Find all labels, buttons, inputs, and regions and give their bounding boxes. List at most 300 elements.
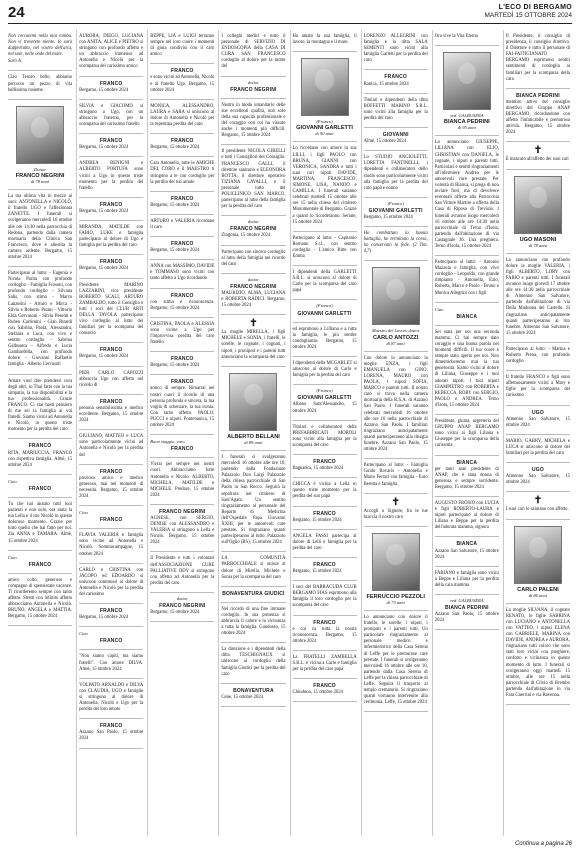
obituary-notice [221,30,285,77]
deceased-name: FRANCO [171,446,194,453]
obituary-notice [506,520,570,604]
notice-text: Bergamo, 15 ottobre 2024 [79,145,129,151]
deceased-name: FRANCO [99,201,123,208]
obituary-notice [221,367,285,451]
notice-text: Lo ricordano con amore la sua LILLI, i figli PAOLO con BRUNA, GIANNI con VERONICA, SANDRA e tutti i suoi cari nipoti DAVIDE, MARTINA, FRANCESCO, SIMONE, LISA, NANDO e CAMILLA. I funerali saranno celebrati martedì 15 ottobre alle ore 15 nella chiesa del cimitero Monumentale di Bergamo. Grazie a quanti lo ricorderanno. Seriate, 15 ottobre 2024 [292,146,357,225]
deceased-name: GIOVANNI GARLETTI [296,125,353,132]
deceased-name: FRANCO [99,638,123,645]
obituary-notice [364,494,428,527]
deceased-name: FRANCO [313,561,336,568]
notice-text: Ciao Tesoro bello, abbiamo percorso un pezzo di vita bellissima insieme. [8,75,73,93]
notice-text: Il fratello FRANCO e figli sono affettuosamente vicini a Mary e figlie per la scomparsa del carissimo [505,375,570,399]
obituary-notice [221,145,285,216]
obituary-notice [150,375,214,435]
obituary-notice [150,352,214,375]
obituary-notice [293,616,357,651]
obituary-notice [79,157,143,197]
deceased-name: FRANCO [99,259,123,266]
notice-intro: Ciao [79,631,88,637]
name-title: dottor [247,219,259,225]
notice-intro: Ciao [8,478,17,484]
obituary-notice [221,552,285,586]
deceased-portrait [514,526,562,584]
name-title: dottor [247,276,259,282]
obituary-notice [364,94,428,128]
obituary-columns [8,30,572,836]
deceased-age: di 90 anni [315,131,334,137]
notice-text: La moglie MIRELLA, i figli MICHELE e SONIA, i fratelli, le sorelle, le cognate, i cognati, i nipoti, i pronipoti e i parenti tutti annunciano la scomparsa del caro [221,330,286,360]
deceased-name: FRANCO [99,608,123,615]
notice-intro: Ciao [434,306,444,312]
notice-text: Presidente, giunta, segreteria del GRUPPO ANAP BERGAMO sono vicini ai figli Liliana e Giuseppe per la scomparsa della carissima [434,419,499,449]
notice-text: Bergamo, 15 ottobre 2024 [150,202,200,208]
obituary-notice [150,260,214,288]
deceased-name: FRANCO [171,356,194,363]
obituary-notice [293,300,357,322]
deceased-name: CARLO ANTOZZI [373,334,419,341]
deceased-name: FRANCO [313,510,336,517]
notice-text: RITA, MARIUCCIA, FRANCO con rispettiva famiglia. Almè, 15 ottobre 2024 [8,450,73,468]
notice-text: AURORA, DIEGO, LUCIANA con ANITA, ALICE e PIETRO si stringono con profondo affetto e un abbraccio immenso ad Antonella e Nicolò per la scomparsa del carissimo amico [79,34,144,70]
obituary-notice [364,352,428,460]
notice-text: Bergamo, 15 ottobre 2024 [79,354,129,360]
obituary-notice [293,651,357,679]
notice-text: Azzano San Salvatore, 15 ottobre 2024 [434,548,499,560]
obituary-notice [79,529,143,563]
obituary-notice [435,46,499,136]
obituary-notice [435,456,499,497]
deceased-name: FRANCO [171,138,194,145]
name-title: (Franco) [316,303,333,309]
obituary-notice [150,237,214,260]
page-number: 24 [8,4,25,21]
notice-text: Bergamo, 15 ottobre 2024 [79,87,129,93]
notice-text: VOLPATO ARNALDO e DILVA con CLAUDIA, UGO e famiglie si stringono al dolore di Antonella, Nicolò e Ugo per la perdita del loro amato [79,682,144,713]
notice-text: AUGUSTO FROSIO con LUCIA e figli ROBERTO-LAURA e nipoti partecipano al dolore di Liliana e Beppe per la perdita dell'adorata mamma, signora [434,500,499,531]
notice-text: Lo annunciano GIUSEPPE, LILIANA con ELIO, CHRISTIAN con DANIELA, le cognate, i nipoti e parenti tutti. Particolari e sentiti ringraziamenti all'infermiere Andrea per le amorevoli cure prestate. Per volontà di Bianca, si prega di non inviare fiori, ma di devolvere eventuali offerte alla Parrocchia San Vittore Martire a offerta della Casa di Riposo di Treviolo. I funerali avranno luogo mercoledì 16 ottobre alle ore 14:30 nella parrocchiale di Terno d'Isola, partendo dall'abitazione di via Castagnale 36. Una preghiera. Terno d'Isola, 15 ottobre 2024 [434,140,499,249]
obituary-notice [79,255,143,278]
notice-text: FLAVIA VALERIA e famiglia sono vicine ad Antonella e Nicolò. Sommacampagne, 15 ottobre 2024 [79,533,144,557]
deceased-name: FERRUCCIO PEZZOLI [366,593,425,600]
notice-text: Azzano San Paolo, 15 ottobre 2024 [79,730,144,742]
deceased-name: FRANCO [313,619,336,626]
notice-text: amico di sempre. Rimarrai nei nostri cuori il ricordo di una persona profonda e sincera, la tua voglia di scherzare, la tua ironia. Con tanto affetto. PAOLO, PUCCI e nipoti. Pontenanica, 15 ottobre 2024 [150,386,215,429]
column-4 [218,30,287,836]
notice-text: Con dolore lo annunciano la moglie ENZA, i figli EMANUELA con GINO, LORENA, MAURO con PAOLA, i nipoti SOFIA, MARCO e parenti tutti. Il nostro caro si trova nella camera mortuaria della R.S.A. di Azzano San Paolo. I funerali saranno celebrati mercoledì 16 ottobre alle ore 10 nella parrocchiale di Azzano San Paolo. I familiari ringraziano anticipatamente quanti parteciperanno alla liturgia funebre. Azzano San Paolo, 15 ottobre 2024 [363,355,428,453]
obituary-notice [79,395,143,430]
notice-text: Bergamo, 15 ottobre 2024 [150,248,200,254]
deceased-name: CARLO PALENI [517,586,559,593]
deceased-portrait [16,106,64,164]
notice-text: prezioso amico e medico generoso, mai nei momenti di necessità. Bergamo, 15 ottobre 2024 [79,475,144,499]
notice-text: I dipendenti della GARLETTI S.R.L. si uniscono al dolore di Carlo per la scomparsa del caro papà [292,270,357,294]
notice-text: Lo STUDIO ANGIOLETTI, LORETTA FANTINELLI, i dipendenti e collaboratori dello studio sono particolarmente vicini alla famiglia per la perdita del caro papà e nonno [363,155,428,191]
obituary-notice [293,232,357,266]
cross-icon: ✝ [533,495,543,507]
continue-note: Continua a pagina 26 [514,841,572,847]
deceased-name: FRANCO [99,138,123,145]
deceased-name: FRANCO [99,80,123,87]
cross-icon: ✝ [391,496,400,508]
obituary-notice [435,30,499,46]
obituary-notice [79,430,143,464]
obituary-notice [435,326,499,415]
obituary-notice [293,52,357,142]
publication-name: L'ECO DI BERGAMO [498,4,572,11]
obituary-notice [79,627,143,650]
obituary-notice [364,261,428,351]
obituary-notice [150,458,214,505]
obituary-notice [506,170,570,254]
name-title: (Franco) [316,119,333,125]
column-7 [432,30,501,836]
obituary-notice [79,100,143,134]
deceased-name: FRANCO NEGRINI [230,226,277,233]
notice-text: Titolari e dipendenti della ditta BOFFETTI MARINO S.R.L. sono vicini alla famiglia per la perdita del caro [363,97,428,121]
obituary-notice [364,128,428,151]
deceased-portrait [372,267,420,325]
obituary-notice [293,266,357,300]
notice-text: Lo annunciano con dolore il fratello, le sorelle, i nipoti, i pronipoti e i parenti tutti. Un particolare ringraziamento al personale medico e infermieristico della Casa Serena di Leffe per le premurose cure prestate. I funerali si svolgeranno mercoledì 16 ottobre alle ore 10, partendo dalla Casa Serena di Leffe per la chiesa parrocchiale di Leffe. Seguirà il trasporto al tempio crematorio. Si ringraziano quanti vorranno intervenire alla cerimonia. Leffe, 15 ottobre 2024 [363,614,428,706]
obituary-notice [221,77,285,99]
obituary-notice [435,567,499,595]
obituary-notice [150,30,214,64]
obituary-notice [8,498,72,551]
obituary-notice [221,643,285,683]
obituary-notice [435,595,499,630]
notice-text: MIRANDA, MATILDE con FABIO, LUKE e famiglia partecipano al dolore di Ugo e famiglia per la perdita del caro [79,224,144,249]
obituary-notice [293,530,357,558]
obituary-notice [364,198,428,227]
deceased-portrait [372,533,420,591]
notice-text: I suoi cari lo salutano con affetto. [505,507,569,513]
notice-text: Ha amato la sua famiglia, il lavoro, la montagna e il mare. [292,34,357,46]
notice-text: ANNA con MASSIMO, DAVIDE e TOMMASO sono vicini con tanto affetto a Ugo ricordando [150,264,215,282]
notice-text: Ora vive la Vita Eterna [434,34,478,39]
obituary-notice [293,421,357,455]
deceased-name: GIOVANNI GARLETTI [368,207,423,214]
notice-text: Partecipano al lutto: - Marina e Roberto Prena, con profondo cordoglio [505,346,570,365]
obituary-notice [150,552,214,592]
obituary-notice [79,221,143,255]
obituary-notice [8,439,72,474]
deceased-age: di 78 anni [528,242,548,248]
notice-text: Sei stata per noi una seconda mamma. Ci hai sempre dato coraggio e una buona parola nei momenti difficili. Il tuo cuore è sempre stato aperto per noi. Non dimenticheremo mai la tua generosità. Siamo vicini al dolore di Liliana, Giuseppe e i tuoi adorati nipoti. I tuoi nipoti GIAMPIETRO con ROBERTA e REBECCA, RORY con SERGIO, PAOLO e ANDREA. Terno d'Isola, 15 ottobre 2024 [434,329,499,408]
deceased-name: FRANCO [171,68,194,75]
notice-text: Zingonia, 15 ottobre 2024 [221,233,271,239]
notice-text: LA COMUNITÀ PARROCCHIALE si unisce al dolore di Mirella, Michele e Sonia per la scomparsa del caro [221,556,286,580]
notice-text: Nostro in modo umanitario delle sue eccellenti qualità, non solo della sua capacità professionale e del coraggio con cui ha vissuto anche i momenti più difficili. Bergamo, 15 ottobre 2024 [221,102,286,139]
deceased-age: di 78 anni [30,178,50,184]
obituary-notice [506,30,570,89]
obituary-notice [293,507,357,530]
notice-text: Almè, 15 ottobre 2024 [363,139,407,145]
obituary-notice [8,71,72,99]
issue-date: MARTEDÌ 15 OTTOBRE 2024 [484,12,572,19]
notice-text: ANDREA BENIGNI e ALBERTO PORTUFA sono vicini a Ugo in questo triste momento per la perdita del fratello [79,161,144,191]
deceased-name: FRANCO [99,398,123,405]
obituary-notice [293,478,357,506]
deceased-name: BIANCA PEDRINI [444,605,489,612]
deceased-name: FRANCO [28,485,52,492]
notice-text: I dipendenti della MCGARLET si uniscono al dolore di Carlo e famiglia per la perdita del caro [292,361,357,379]
obituary-notice [435,537,499,566]
obituary-notice [150,435,214,458]
deceased-name: FRANCO NEGRINI [230,283,277,290]
obituary-notice [8,267,72,375]
obituary-notice [364,611,428,712]
obituary-notice [293,323,357,357]
notice-text: Bergamo, 15 ottobre 2024 [150,145,200,151]
obituary-notice [8,475,72,498]
deceased-name: ALBERTO BELLANI [227,433,280,440]
deceased-name: UGO MASONI [519,236,557,243]
obituary-notice [364,151,428,198]
obituary-notice [150,289,214,318]
obituary-notice [506,254,570,343]
notice-text: "Non siamo capiti, ma siamo fratelli". Con amore DILVA. Almè, 15 ottobre 2024 [79,654,144,672]
obituary-notice [150,192,214,215]
obituary-notice [150,318,214,352]
obituary-notice [79,650,143,678]
obituary-notice [293,455,357,478]
deceased-name: BONAVENTURA GIUDICI [222,590,285,597]
obituary-notice [150,215,214,237]
obituary-notice [150,593,214,622]
notice-text: Il presidente NICOLA GIRELLI e tutti i Consigliori del Consiglio. FRANCESCO GALLI, il direttore sanitario e ELEONORA BOTTA, il direttore operativo TIZIANA CAVALLI, e il personale tutto del POLICLINICO SAN MARCO, partecipano al lutto della famiglia per la perdita del caro [221,149,286,210]
obituary-notice [506,343,570,371]
obituary-notice [364,70,428,93]
name-title: Maestro del Lavoro dottor [371,328,420,334]
obituary-notice [364,227,428,261]
deceased-name: BIANCA PEDRINI [443,119,490,126]
obituary-notice [364,30,428,70]
obituary-notice [506,435,570,463]
deceased-name: FRANCO [99,723,123,730]
notice-text: per tanti anni presidente di ANAP, che è stata donna di generosa e sempre sorridente. Bergamo, 15 ottobre 2024 [434,466,499,490]
name-title: Dottor [34,166,47,172]
epitaph-verse: Non cercatemi nella mia tomba. Non vi troverete niente. Io sarò dappertutto, nel vostro dell'aria, nel sole, nelle onde del mare. [8,34,73,58]
obituary-notice [79,506,143,529]
notice-text: MAURIZIO, ALMA, LUCIANA e ROBERTA RADICI. Bergamo, 15 ottobre 2024 [221,291,286,309]
deceased-portrait [514,176,562,234]
deceased-age: di 87 anni [386,340,405,346]
notice-text: SILVIA e GIACOMO si stringono a Ugo, con un abbraccio fraterno, per la scomparsa del carissimo fratello [79,103,144,128]
deceased-name: FRANCO [313,459,336,466]
notice-text: Tu che hai aiutato tutti tuoi pazienti e non solo, ora aiuta la tua Lella e il tuo Nicolò in questo doloroso momento. Grazie per tutto quello che hai fatto per noi. Zia ANNA e TAMARA. Almè, 15 ottobre 2024 [8,501,73,544]
obituary-notice [506,89,570,143]
obituary-notice [79,679,143,719]
obituary-notice [221,246,285,274]
notice-text: Albano Sant'Alessandro, 15 ottobre 2024 [292,402,357,414]
deceased-name: BIANCA [456,459,478,466]
notice-text: MONICA, ALESSANDRO, LAURA e SARA si uniscono al dolore di Antonella e Nicolò per la repentina perdita del caro [150,103,215,128]
notice-text: Partecipano al lutto: - Capitanio Romano S.r.l., con sentito cordoglio - L'amico Bitte con Emma [292,235,357,259]
deceased-portrait [301,58,349,116]
name-title: dottor [176,595,188,601]
deceased-name: FRANCO [99,517,123,524]
deceased-name: FRANCO NEGRINI [15,172,65,179]
deceased-portrait [443,52,491,110]
deceased-name: FRANCO NEGRINI [159,508,206,515]
epitaph-signature: Sarò A. [8,59,22,65]
notice-text: Bergamo, 15 ottobre 2024 [79,266,129,272]
notice-text: Presidente MARINO LAZZARINI, vice presidente ROBERTO SCALI, ARTURO ZAMBALDO, tutto il Consiglio e tutti i soci del CLUB ARTI DELLA TAVOLA partecipano vivo cordoglio al lutto dei familiari per la scomparsa del consocio [79,282,144,337]
notice-text: La FRATELLI ZAMBELLA S.R.L. è vicina a Carlo e famiglia per la perdita del caro papà [292,654,357,673]
obituary-notice [221,216,285,245]
obituary-notice [221,451,285,552]
deceased-name: FRANCO [99,347,123,354]
obituary-notice [364,459,428,493]
deceased-name: BIANCA PEDRINI [516,92,560,99]
notice-text: Partecipano al lutto: - Famiglia Guido Rovaris - Antonella e Mario Ferrari con famiglia - Euro Beretta e famiglia [363,463,428,487]
notice-text: FABIANO e famiglia sono vicini a Beppe e Liliana per la perdita della cara mamma [434,570,499,588]
obituary-notice [293,558,357,581]
column-8 [503,30,572,836]
notice-text: ANGELA FASSI partecipa al dolore di Lelli e famiglia per la perdita del caro [292,533,357,551]
notice-intro: Buon viaggio, caro [150,439,185,445]
deceased-name: FRANCO [384,74,407,81]
notice-text: Bergamo, 15 ottobre 2024 [292,517,342,523]
obituary-notice [435,415,499,455]
notice-text: Partecipano con sincero cordoglio al lutto della famiglia nel ricordo del caro [221,249,286,267]
obituary-notice [8,100,72,190]
notice-text: Ranica, 15 ottobre 2024 [363,81,409,87]
column-3 [147,30,216,836]
notice-text: È mancato all'affetto dei suoi cari [505,157,569,163]
obituary-notice [8,551,72,574]
name-title: ved. GALBUSERA [450,598,484,603]
notice-text: I colleghi medici e tutto il personale di SERVIZIO DI ENDOSCOPIA della CASA DI CURA SAN FRANCESCO cordoglio al dolore per la morte del [221,34,286,70]
name-title: ved. GALBUSERA [450,113,484,119]
obituary-notice [150,157,214,191]
notice-text: Nel ricordo di una fine immane cordoglio. In sua presenza si abbraccia il calore e la vicinanza a tutta la famiglia. Gandosso, 15 ottobre 2024 [221,606,286,637]
notice-text: e sono vicini ad Antonella, Nicolò e al fratello Ugo. Bergamo, 15 ottobre 2024 [150,75,215,93]
obituary-notice [150,134,214,157]
notice-intro: Ciao [79,510,88,516]
obituary-notice [506,142,570,169]
obituary-notice [506,604,570,705]
deceased-age: di 73 anni [386,599,405,605]
deceased-name: FRANCO [171,241,194,248]
notice-text: Almenno San Salvatore, 15 ottobre 2024 [505,474,570,486]
notice-text: Lo annunciano con profondo dolore la moglie VALERIA, i figli ALBERTO, LORY con FABIO e parenti tutti. I funerali avranno luogo giovedì 17 ottobre alle ore 14:30 nella parrocchiale di Almenno San Salvatore, partendo dall'abitazione di via Della Madonna del Castello. Si ringraziano anticipatamente quanti parteciperanno al rito funebre. Almenno San Salvatore, 15 ottobre 2024 [505,257,570,336]
obituary-notice [221,274,285,315]
deceased-name: GIOVANNI GARLETTI [297,395,352,402]
obituary-notice [79,564,143,604]
notice-text: Partecipano al lutto: - Antonio Mazzola e famiglia, con vivo cordoglio - Leopoldo, con grande rimpianto - Antonella, Ezio, Roberta, Marco e Paolo - Bruno e Monica Allegrini con i figli [434,260,499,296]
notice-text: MARIO, GABRY, MICHELA e LUCA si uniscono al dolore dei familiari per la perdita del caro [505,438,570,457]
deceased-name: FRANCO [99,468,123,475]
obituary-notice [293,385,357,420]
obituary-notice [293,357,357,385]
page-header [8,4,572,24]
column-6 [361,30,430,836]
deceased-name: FRANCO NEGRINI [230,86,277,93]
epitaph-verse: Ho combattuto la buona battaglia, ho terminato la corsa, ho conservato la fede. (2 Tim. 4,7) [363,231,428,255]
deceased-name: UGO [531,467,544,474]
notice-text: Il Presidente, il consiglio di presidenza, il consiglio direttivo, il Direttore e tutto il personale di FAI-FAITIGIANATO BERGAMO esprimono sentiti sentimenti di cordoglio ai familiari per la scomparsa della cara [505,34,570,82]
obituary-notice [435,256,499,303]
name-title: dottor [247,79,259,85]
name-title: (Franco) [316,388,333,394]
deceased-name: FRANCO [171,195,194,202]
deceased-name: BIANCA [456,541,478,548]
notice-text: I soci del BARRACUDA CLUB BERGAMO FIAS esprimono alla famiglia il loro cordoglio per la scomparsa del caro [292,585,357,609]
notice-text: persona sensibilissima e medico eccellente. Bergamo, 15 ottobre 2024 [79,405,144,424]
notice-text: Il Presidente e tutti i volontari dell'ASSOCIAZIONE CURE PALLIATIVE ODV si stringono con affetto ad Antonella per la perdita del caro [150,556,215,586]
obituary-notice [79,604,143,627]
notice-text: Bergamo, 15 ottobre 2024 [363,214,413,220]
obituary-notice [435,136,499,256]
notice-text: con stima e riconoscenza. Bergamo, 15 ottobre 2024 [150,299,215,311]
obituary-notice [79,279,143,344]
obituary-notice [435,303,499,326]
obituary-notice [8,574,72,627]
notice-text: AGNESE, con SERGIO, DENISE con ALESSANDRO e VALERIA si stringono a Lella e Nicolò. Bergamo, 15 ottobre 2024 [150,515,215,546]
deceased-name: FRANCO [171,292,194,299]
notice-text: ed esprimono a Lilliana e a tutta la famiglia, le più sentite condoglianze. Bergamo, 15 ottobre 2024 [292,326,357,350]
obituary-notice [79,465,143,506]
obituary-notice [506,492,570,519]
obituary-notice [221,603,285,643]
notice-text: Cara Antonella, tutte le AMICHE DEL CORO e il MAESTRO ti stringono a te con cordoglio per la perdita del tuo amato [150,161,215,185]
obituary-notice [506,371,570,405]
obituary-notice [150,100,214,134]
notice-text: La moglie SILVANA, il cognato RENATO, le figlie SABRINA con LUCIANO e ANTONELLA con VATTEO, i nipoti ELENA con GABRIELE, MARINA con DAVIDE, ANDREA e AURORA, ringraziano tutti coloro che sono stati loro vicini con preghiere, conforto e vicinanza in questo momento di lutto. I funerali si svolgeranno oggi martedì 15 ottobre, alle ore 15 nella parrocchiale di Clivio di Brembo partendo dall'abitazione in via Fara Guerrini e via Ravenna. [505,607,570,698]
obituary-notice [150,505,214,553]
deceased-name: GIOVANNI [382,132,409,139]
notice-text: CRISTINA, PAOLA e ALESSIA sono vicine a Ugo per l'improvvisa perdita del caro fratello [150,321,215,346]
notice-text: Bergamo, 15 ottobre 2024 [150,610,200,616]
deceased-name: FRANCO [313,683,336,690]
obituary-notice [8,30,72,71]
notice-text: LORENZO ALLEGRINI con famiglia e la ditta SALA SEMENTI sono vicini alla famiglia Garletti per la perdita del caro [363,34,428,64]
notice-text: Cene, 15 ottobre 2024 [221,694,264,700]
notice-text: CHICCA è vicina a Lella in questo triste momento per la perdita del suo papà [292,482,357,500]
obituary-notice [79,77,143,100]
notice-text: BEPPE, LIA e LUIGI terranno sempre nel loro cuore i momenti di gioia condivisi con il caro amico [150,34,215,58]
deceased-name: BONAVENTURA [233,687,274,694]
notice-text: Partecipano al lutto: - Eugenia e Nicola Parita con profondo cordoglio - Famiglia Frosoni, con profondo cordoglio - Silvana Salis, con stima - Marco Lanzerini - Arturo e Mirca - Silvia e Roberto Pisani - Vittorio Elda Gervasoni - Silvia Pesenti e Ruben Carrimini - Gian Ritardi con Sabrina, Paola, Alessandra, Stefania e Luca, con vivo e sentito cordoglio - Sabrina Galbusera - Alfredo e Lucia Gambardella, con profondo dolore - Giovanni Raffaello famiglia - Alberto Cervasoli [8,271,73,368]
deceased-name: FRANCO [28,443,52,450]
notice-text: Bergamo, 15 ottobre 2024 [150,363,200,369]
notice-text: Azzano San Paolo, 15 ottobre 2024 [434,612,499,624]
notice-text: Titolari e collaboratori della PREFABBRICATI MOROLI sono vicini alla famiglia per la scomparsa del caro [292,424,357,448]
obituary-notice [221,99,285,146]
obituary-notice [79,30,143,77]
obituary-notice [150,64,214,99]
column-2 [76,30,145,836]
obituary-notice [221,315,285,366]
obituary-notice [506,463,570,492]
notice-text: La direzione e i dipendenti della ditta TESCHIGNAUX si uniscono al cordoglio della famiglia Giudici per la perdita del caro [221,647,286,677]
notice-text: PIER CARLO CAPOZZI abbraccia Ugo con affetto nel ricordo di [79,370,144,388]
masthead [484,4,572,20]
deceased-name: FRANCO [171,379,194,386]
notice-text: CARLO e CRISTINA con JACOPO ed EDOARDO si uniscono commossi al dolore di Antonella e Nicolò per la perdita del carissimo [79,567,144,597]
cross-icon: ✝ [533,145,543,157]
deceased-name: FRANCO NEGRINI [159,603,206,609]
obituary-notice [435,497,499,537]
obituary-notice [293,30,357,52]
column-1 [8,30,74,836]
obituary-notice [79,719,143,748]
notice-text: Chiuduno, 15 ottobre 2024 [292,690,344,696]
deceased-name: UGO [531,409,544,416]
obituary-notice [364,527,428,611]
obituary-notice [293,679,357,702]
